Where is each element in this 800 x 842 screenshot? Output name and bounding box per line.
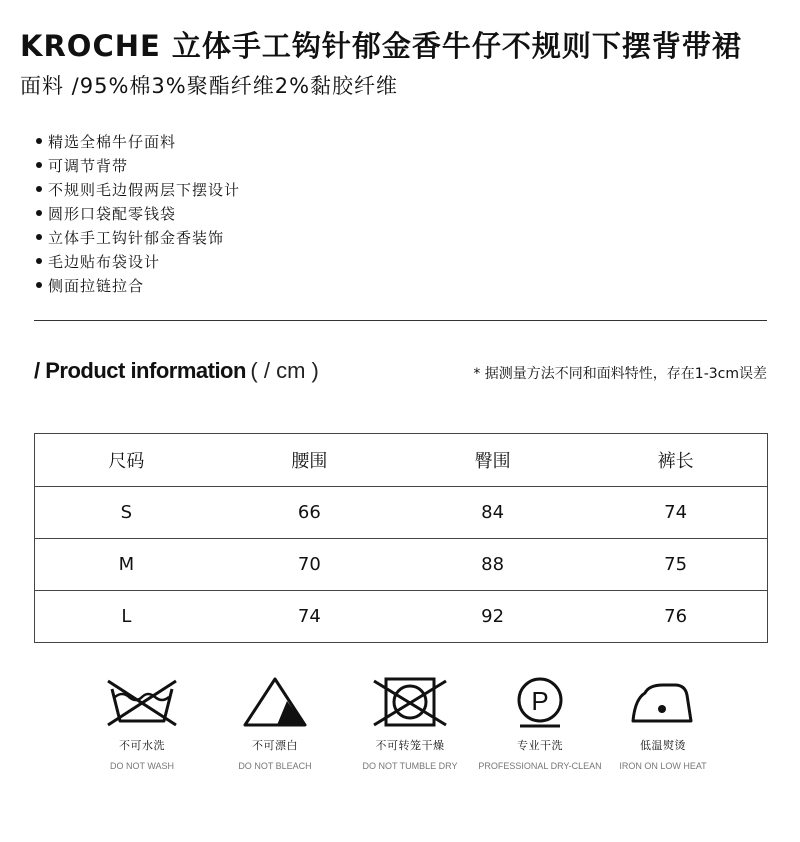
care-iron-low-heat — [598, 675, 728, 772]
do-not-tumble-dry-icon — [370, 675, 450, 729]
feature-item — [36, 226, 240, 250]
care-label-en: PROFESSIONAL DRY-CLEAN — [478, 761, 602, 771]
feature-text: 毛边贴布袋设计 — [48, 253, 161, 271]
feature-item — [36, 154, 240, 178]
table-row — [35, 591, 768, 643]
cell-hip: 88 — [401, 539, 584, 591]
bullet-icon — [36, 210, 42, 216]
care-label-en: DO NOT BLEACH — [238, 761, 312, 771]
care-professional-dry-clean — [475, 675, 605, 772]
feature-item — [36, 178, 240, 202]
header-waist: 腰围 — [218, 434, 401, 487]
header-size: 尺码 — [35, 434, 218, 487]
do-not-wash-icon — [102, 675, 182, 729]
feature-item — [36, 130, 240, 154]
care-label-en: DO NOT TUMBLE DRY — [362, 761, 458, 771]
cell-waist: 74 — [218, 591, 401, 643]
table-header-row — [35, 434, 768, 487]
care-label-en: IRON ON LOW HEAT — [619, 761, 707, 771]
feature-text: 侧面拉链拉合 — [48, 277, 145, 295]
product-title: KROCHE 立体手工钩针郁金香牛仔不规则下摆背带裙 — [20, 29, 742, 63]
feature-text: 不规则毛边假两层下摆设计 — [48, 181, 241, 199]
feature-text: 圆形口袋配零钱袋 — [48, 205, 177, 223]
care-label-cn: 不可漂白 — [252, 739, 298, 752]
bullet-icon — [36, 186, 42, 192]
measurement-note: * 据测量方法不同和面料特性，存在1-3cm误差 — [473, 366, 767, 382]
cell-length: 75 — [584, 539, 767, 591]
bullet-icon — [36, 258, 42, 264]
cell-size: S — [35, 487, 218, 539]
care-label-cn: 不可转笼干燥 — [375, 739, 445, 752]
care-label-cn: 低温熨烫 — [640, 739, 686, 752]
header-length: 裤长 — [584, 434, 767, 487]
bullet-icon — [36, 162, 42, 168]
feature-text: 立体手工钩针郁金香装饰 — [48, 229, 225, 247]
bullet-icon — [36, 234, 42, 240]
feature-list — [36, 130, 240, 298]
bullet-icon — [36, 138, 42, 144]
care-label-cn: 专业干洗 — [517, 739, 563, 752]
cell-length: 74 — [584, 487, 767, 539]
care-do-not-wash — [77, 675, 207, 772]
product-info-heading — [34, 358, 319, 384]
feature-item — [36, 274, 240, 298]
do-not-bleach-icon — [235, 675, 315, 729]
cell-length: 76 — [584, 591, 767, 643]
cell-waist: 70 — [218, 539, 401, 591]
section-divider — [34, 320, 767, 321]
svg-text:P: P — [531, 686, 549, 716]
professional-dry-clean-icon — [500, 675, 580, 729]
care-label-cn: 不可水洗 — [119, 739, 165, 752]
cell-hip: 84 — [401, 487, 584, 539]
cell-size: M — [35, 539, 218, 591]
cell-waist: 66 — [218, 487, 401, 539]
feature-text: 可调节背带 — [48, 157, 129, 175]
cell-hip: 92 — [401, 591, 584, 643]
header-hip: 臀围 — [401, 434, 584, 487]
table-row — [35, 539, 768, 591]
care-do-not-bleach — [210, 675, 340, 772]
product-info-title: / Product information — [34, 358, 246, 383]
cell-size: L — [35, 591, 218, 643]
feature-item — [36, 202, 240, 226]
size-table — [34, 433, 768, 643]
material-composition: 面料 /95%棉3%聚酯纤维2%黏胶纤维 — [20, 74, 399, 98]
bullet-icon — [36, 282, 42, 288]
iron-low-heat-icon — [623, 675, 703, 729]
care-label-en: DO NOT WASH — [109, 761, 174, 771]
feature-text: 精选全棉牛仔面料 — [48, 133, 177, 151]
product-info-unit: ( / cm ) — [250, 358, 319, 383]
table-row — [35, 487, 768, 539]
feature-item — [36, 250, 240, 274]
care-do-not-tumble-dry — [345, 675, 475, 772]
